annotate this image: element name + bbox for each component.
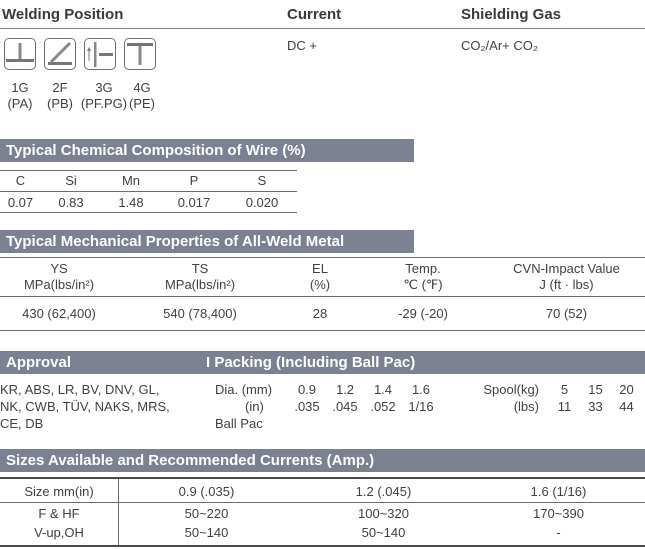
mech-col-temp (358, 261, 488, 293)
chem-col-mn: Mn (121, 173, 141, 188)
approval-title: Approval (6, 354, 72, 371)
current-value: 50~140 (184, 525, 229, 540)
size-column: 0.9 (.035) (178, 484, 235, 499)
current-value: 170~390 (533, 506, 584, 521)
dia-in-label: (in) (245, 399, 264, 414)
position-code: 3G (95, 80, 113, 95)
position-alt: (PA) (7, 96, 33, 111)
overhead-position-icon (124, 38, 156, 70)
chem-value-row (0, 195, 297, 210)
mech-col-label: CVN-Impact Value (513, 261, 620, 276)
current-value: 50~140 (361, 525, 406, 540)
mech-col-ts (118, 261, 282, 293)
mech-col-unit: MPa(lbs/in²) (23, 277, 95, 292)
mech-value-row (0, 306, 645, 321)
size-column: 1.6 (1/16) (530, 484, 587, 499)
sizes-header-row (0, 484, 645, 499)
chem-col-s: S (257, 173, 267, 188)
mech-value-cvn: 70 (52) (545, 306, 588, 321)
current-row-label: F & HF (38, 506, 80, 521)
flat-position-icon (4, 38, 36, 70)
mech-col-label: EL (312, 261, 328, 276)
chem-value-p: 0.017 (177, 195, 211, 210)
approval-line: NK, CWB, TÜV, NAKS, MRS, (0, 399, 170, 414)
chem-value-s: 0.020 (245, 195, 279, 210)
mech-col-el (282, 261, 358, 293)
mechanical-properties-title: Typical Mechanical Properties of All-Weld Metal (0, 230, 414, 253)
mech-col-cvn (488, 261, 645, 293)
position-alt: (PE) (129, 96, 155, 111)
mech-col-unit: ℃ (℉) (403, 277, 443, 292)
position-alt: (PF.PG) (80, 96, 128, 111)
chem-mid-line (0, 191, 297, 192)
current-value: DC + (287, 38, 317, 53)
mech-col-ys (0, 261, 118, 293)
mech-col-unit: (%) (309, 277, 331, 292)
mech-bottom-line (0, 330, 645, 331)
mech-value-el: 28 (312, 306, 328, 321)
dia-in-value: .035 (294, 399, 320, 414)
approval-line: KR, ABS, LR, BV, DNV, GL, (0, 382, 160, 397)
spool-kg-value: 20 (619, 382, 634, 397)
spool-lbs-value: 33 (588, 399, 603, 414)
dia-mm-value: 1.2 (335, 382, 355, 397)
sizes-bottom-line (0, 545, 645, 547)
dia-mm-value: 1.4 (373, 382, 393, 397)
packing-spool-values (549, 381, 642, 415)
spool-lbs-value: 11 (557, 399, 572, 414)
position-code: 2F (52, 80, 68, 95)
spool-lbs-value: 44 (619, 399, 634, 414)
mech-top-line (0, 257, 645, 258)
dia-mm-value: 1.6 (411, 382, 431, 397)
approval-list (0, 381, 170, 432)
packing-title: I Packing (Including Ball Pac) (206, 354, 416, 371)
position-2f (40, 80, 80, 112)
sizes-row-vup-oh (0, 525, 645, 540)
size-column: 1.2 (.045) (355, 484, 412, 499)
position-alt: (PB) (47, 96, 73, 111)
chemical-composition-title: Typical Chemical Composition of Wire (%) (0, 139, 414, 162)
dia-in-value: .045 (332, 399, 358, 414)
spool-kg-value: 15 (588, 382, 603, 397)
sizes-top-line (0, 477, 645, 479)
mech-col-label: Temp. (405, 261, 441, 276)
packing-dia-labels (215, 381, 272, 432)
mech-header-row (0, 261, 645, 293)
mech-col-label: TS (191, 261, 209, 276)
current-row-label: V-up,OH (34, 525, 84, 540)
chem-value-c: 0.07 (7, 195, 34, 210)
chem-col-si: Si (65, 173, 77, 188)
mech-value-temp: -29 (-20) (398, 306, 448, 321)
current-value: - (556, 525, 561, 540)
position-code: 4G (133, 80, 151, 95)
horizontal-fillet-icon (44, 38, 76, 70)
dia-in-value: 1/16 (408, 399, 434, 414)
current-value: 100~320 (358, 506, 409, 521)
dia-in-row (288, 398, 448, 415)
dia-mm-value: 0.9 (297, 382, 317, 397)
spool-kg-label: Spool(kg) (483, 382, 539, 397)
shielding-gas-heading: Shielding Gas (461, 6, 562, 23)
spool-kg-row (549, 381, 642, 398)
sizes-header-line (0, 502, 645, 503)
dia-mm-label: Dia. (mm) (215, 382, 273, 397)
sizes-currents-title: Sizes Available and Recommended Currents (Amp.) (0, 449, 645, 472)
approval-packing-bar (0, 351, 645, 374)
position-1g (0, 80, 40, 112)
mech-mid-line (0, 296, 645, 297)
chem-bottom-line (0, 212, 297, 213)
mech-value-ts: 540 (78,400) (163, 306, 237, 321)
shielding-gas-value: CO₂/Ar+ CO₂ (461, 38, 538, 53)
spool-lbs-row (549, 398, 642, 415)
size-header-label: Size mm(in) (24, 484, 94, 499)
mech-value-ys: 430 (62,400) (22, 306, 96, 321)
current-heading: Current (287, 6, 342, 23)
mech-col-unit: J (ft · lbs) (539, 277, 594, 292)
header-divider (0, 28, 645, 29)
packing-dia-values (288, 381, 448, 415)
sizes-row-f-hf (0, 506, 645, 521)
spool-lbs-label: (lbs) (513, 399, 539, 414)
welding-position-heading: Welding Position (2, 6, 124, 23)
chem-col-p: P (189, 173, 199, 188)
current-value: 50~220 (184, 506, 229, 521)
chem-col-c: C (15, 173, 26, 188)
dia-mm-row (288, 381, 448, 398)
spool-kg-value: 5 (560, 382, 569, 397)
position-4g (122, 80, 162, 112)
vertical-position-icon (84, 38, 116, 70)
chem-value-mn: 1.48 (118, 195, 144, 210)
dia-in-value: .052 (370, 399, 396, 414)
position-code: 1G (11, 80, 29, 95)
chem-value-si: 0.83 (58, 195, 84, 210)
ball-pac-label: Ball Pac (215, 416, 263, 431)
approval-line: CE, DB (0, 416, 44, 431)
mech-col-label: YS (50, 261, 68, 276)
packing-spool-labels (479, 381, 539, 415)
chem-header-row (0, 173, 297, 188)
mech-col-unit: MPa(lbs/in²) (164, 277, 236, 292)
chem-header-line (0, 170, 297, 171)
